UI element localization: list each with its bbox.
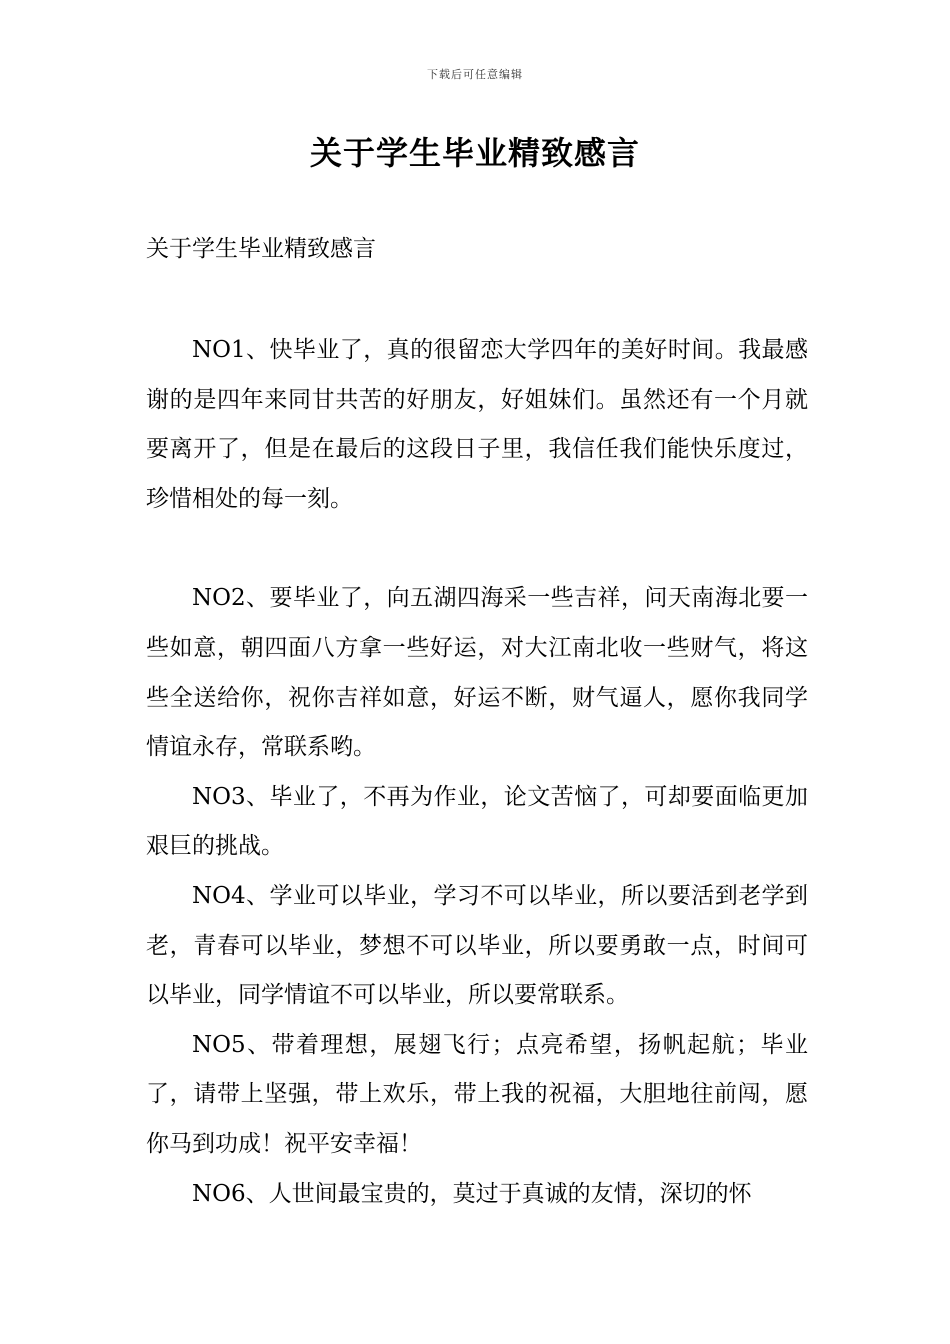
page-header-note: 下载后可任意编辑: [427, 68, 523, 81]
paragraph-no4: NO4、学业可以毕业，学习不可以毕业，所以要活到老学到老，青春可以毕业，梦想不可以毕业，所以要勇敢一点，时间可以毕业，同学情谊不可以毕业，所以要常联系。: [146, 882, 808, 1009]
document-body: [146, 326, 808, 1219]
paragraph-no3: NO3、毕业了，不再为作业，论文苦恼了，可却要面临更加艰巨的挑战。: [146, 783, 808, 860]
paragraph-no1: NO1、快毕业了，真的很留恋大学四年的美好时间。我最感谢的是四年来同甘共苦的好朋友，好姐妹们。虽然还有一个月就要离开了，但是在最后的这段日子里，我信任我们能快乐度过，珍惜相处的每一刻。: [146, 337, 808, 512]
document-subtitle: 关于学生毕业精致感言: [146, 236, 376, 262]
document-title: 关于学生毕业精致感言: [309, 134, 640, 172]
paragraph-no2: NO2、要毕业了，向五湖四海采一些吉祥，问天南海北要一些如意，朝四面八方拿一些好运，对大江南北收一些财气，将这些全送给你，祝你吉祥如意，好运不断，财气逼人，愿你我同学情谊永存，常联系哟。: [146, 585, 808, 761]
paragraph-no5: NO5、带着理想，展翅飞行；点亮希望，扬帆起航；毕业了，请带上坚强，带上欢乐，带上我的祝福，大胆地往前闯，愿你马到功成！祝平安幸福！: [146, 1031, 808, 1157]
paragraph-no6: NO6、人世间最宝贵的，莫过于真诚的友情，深切的怀: [192, 1180, 752, 1207]
